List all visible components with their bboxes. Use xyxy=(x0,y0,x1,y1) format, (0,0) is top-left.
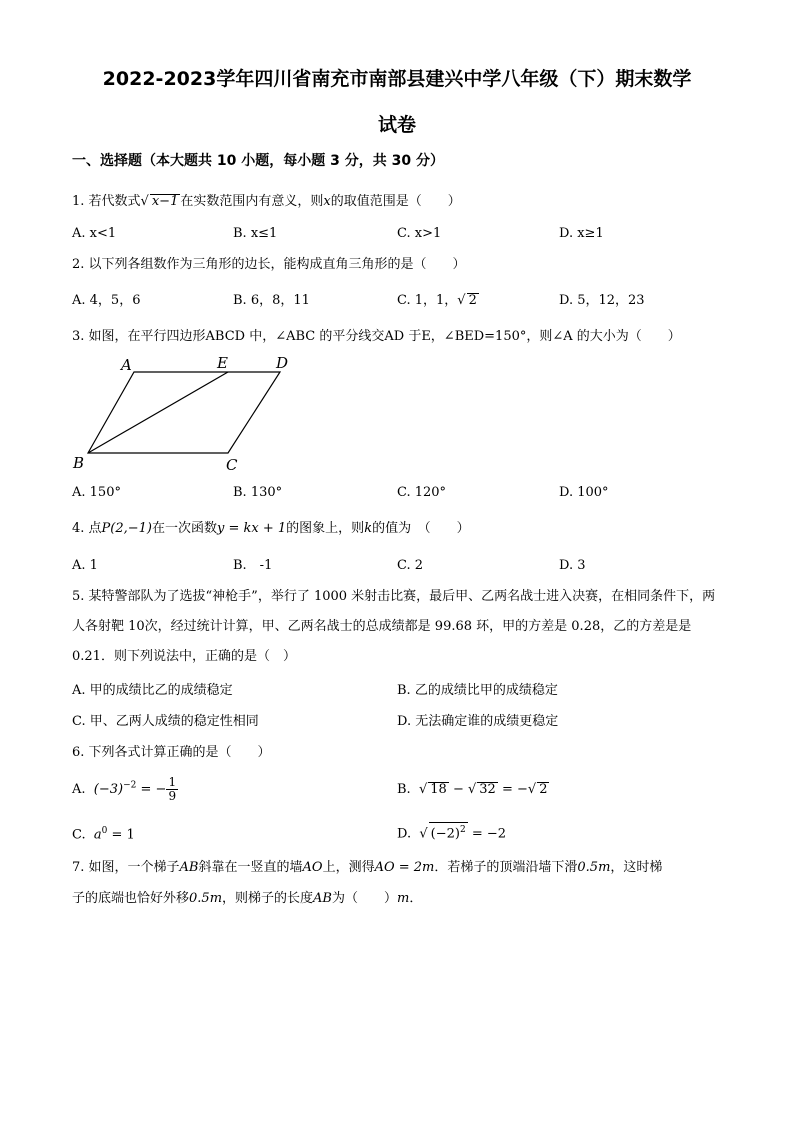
q1-option-d: D. x≥1 xyxy=(559,226,604,241)
question-3: 3. 如图，在平行四边形ABCD 中，∠ABC 的平分线交AD 于E，∠BED=150°，则∠A 的大小为（ ） xyxy=(72,329,681,344)
q3-option-d: D. 100° xyxy=(559,485,609,500)
q2-option-a: A. 4，5，6 xyxy=(72,293,141,308)
document-title-line1: 2022-2023学年四川省南充市南部县建兴中学八年级（下）期末数学 xyxy=(102,68,692,90)
question-1: 1. 若代数式√ x−1 在实数范围内有意义，则x的取值范围是（ ） xyxy=(72,194,461,209)
q1-option-c: C. x>1 xyxy=(397,226,442,241)
q1-middle: 在实数范围内有意义，则 xyxy=(180,194,324,209)
q1-prefix: 1. 若代数式 xyxy=(72,194,141,209)
label-d: D xyxy=(276,354,289,372)
q1-suffix: 的取值范围是（ ） xyxy=(330,194,461,209)
bisector-be xyxy=(88,372,228,453)
q2-option-b: B. 6，8，11 xyxy=(233,293,310,308)
document-title-line2: 试卷 xyxy=(377,114,416,136)
q4-option-c: C. 2 xyxy=(397,558,424,573)
q2-option-d: D. 5，12，23 xyxy=(559,293,645,308)
q2-option-c: C. 1，1，√ 2 xyxy=(397,293,477,308)
question-5: 5. 某特警部队为了选拔“神枪手”，举行了 1000 米射击比赛，最后甲、乙两名战士进入决赛，在相同条件下，两人各射靶 10次，经过统计计算，甲、乙两名战士的总成绩都是 99.68 环，甲的方差是 0.28，乙的方差是是 0.21．则下列说法中，正确的是（ ） xyxy=(72,589,716,664)
question-6: 6. 下列各式计算正确的是（ ） xyxy=(72,745,271,760)
q4-var: k xyxy=(364,521,373,536)
q5-option-b: B. 乙的成绩比甲的成绩稳定 xyxy=(397,683,558,698)
q4-option-d: D. 3 xyxy=(559,558,586,573)
q1-option-b: B. x≤1 xyxy=(233,226,278,241)
label-c: C xyxy=(226,456,238,474)
label-a: A xyxy=(121,356,132,374)
q3-option-c: C. 120° xyxy=(397,485,447,500)
q6-option-c: C. $a^0 = 1$ xyxy=(72,826,135,843)
parallelogram-abcd xyxy=(88,372,280,453)
q3-option-b: B. 130° xyxy=(233,485,283,500)
q5-option-a: A. 甲的成绩比乙的成绩稳定 xyxy=(72,683,233,698)
q1-radicand: x−1 xyxy=(151,194,179,209)
q4-function: y = kx + 1 xyxy=(217,521,287,536)
q6-option-a: A. $(-3)^{-2}$ = − $\frac{1}{9}$ xyxy=(72,775,177,803)
question-4: 4. 点P(2,−1)在一次函数y = kx + 1的图象上，则k的值为 （ ） xyxy=(72,521,470,536)
section-heading: 一、选择题（本大题共 10 小题，每小题 3 分，共 30 分） xyxy=(72,153,444,169)
label-b: B xyxy=(73,454,85,472)
q5-option-d: D. 无法确定谁的成绩更稳定 xyxy=(397,714,559,729)
q1-var: x xyxy=(323,194,331,209)
q3-option-a: A. 150° xyxy=(72,485,121,500)
parallelogram-figure xyxy=(68,350,298,480)
question-7-line2: 子的底端也恰好外移0.5m，则梯子的长度AB为（ ）m． xyxy=(72,891,423,906)
label-e: E xyxy=(217,354,228,372)
q5-option-c: C. 甲、乙两人成绩的稳定性相同 xyxy=(72,714,259,729)
question-2: 2. 以下列各组数作为三角形的边长，能构成直角三角形的是（ ） xyxy=(72,257,466,272)
q1-option-a: A. x<1 xyxy=(72,226,117,241)
q4-option-a: A. 1 xyxy=(72,558,98,573)
q6-option-b: B. √ 18 − √ 32 = −√ 2 xyxy=(397,782,548,797)
q6-option-d: D. √ $(-2)^2 = -2$ xyxy=(397,822,506,843)
q4-point: P(2,−1) xyxy=(101,521,153,536)
q2-c-radicand: 2 xyxy=(468,293,477,308)
question-7-line1: 7. 如图，一个梯子AB斜靠在一竖直的墙AO上，测得AO = 2m．若梯子的顶端沿墙下滑0.5m，这时梯 xyxy=(72,860,663,875)
q4-option-b: B. -1 xyxy=(233,558,273,573)
